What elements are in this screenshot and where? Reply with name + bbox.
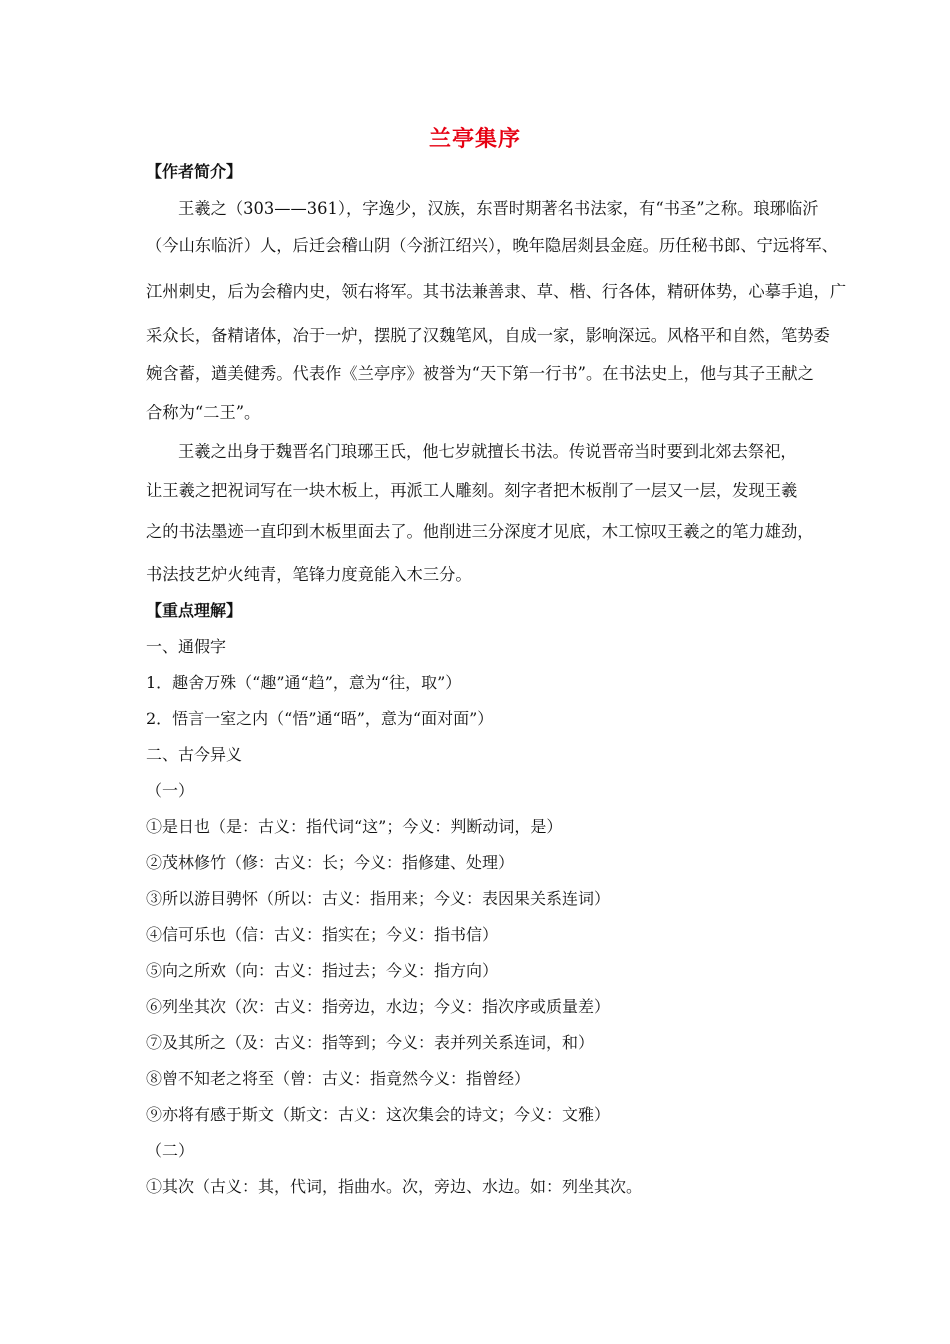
list-item: （二） [146,1141,195,1160]
list-item: ⑨亦将有感于斯文（斯文：古义：这次集会的诗文；今义：文雅） [146,1105,611,1124]
list-item: ⑤向之所欢（向：古义：指过去；今义：指方向） [146,961,499,980]
author-intro-heading: 【作者简介】 [146,162,243,181]
list-item: 1．趣舍万殊（“趣”通“趋”，意为“往，取”） [146,673,462,692]
paragraph-line: 王羲之（303——361），字逸少，汉族，东晋时期著名书法家，有“书圣”之称。琅琊临沂 [178,199,819,218]
list-item: ②茂林修竹（修：古义：长；今义：指修建、处理） [146,853,515,872]
list-item: ⑧曾不知老之将至（曾：古义：指竟然今义：指曾经） [146,1069,531,1088]
list-item: （一） [146,781,195,800]
paragraph-line: 婉含蓄，遒美健秀。代表作《兰亭序》被誉为“天下第一行书”。在书法史上，他与其子王献之 [146,364,814,383]
paragraph-line: 江州刺史，后为会稽内史，领右将军。其书法兼善隶、草、楷、行各体，精研体势，心摹手追，广 [146,282,847,301]
paragraph-line: 合称为“二王”。 [146,403,261,422]
paragraph-line: 采众长，备精诸体，冶于一炉，摆脱了汉魏笔风，自成一家，影响深远。风格平和自然，笔势委 [146,326,830,345]
list-item: 2．悟言一室之内（“悟”通“晤”，意为“面对面”） [146,709,494,728]
paragraph-line: 王羲之出身于魏晋名门琅琊王氏，他七岁就擅长书法。传说晋帝当时要到北郊去祭祀， [178,442,797,461]
paragraph-line: 让王羲之把祝词写在一块木板上，再派工人雕刻。刻字者把木板削了一层又一层，发现王羲 [146,481,798,500]
list-item: 一、通假字 [146,637,227,656]
paragraph-line: 书法技艺炉火纯青，笔锋力度竟能入木三分。 [146,565,472,584]
list-item: ⑥列坐其次（次：古义：指旁边，水边；今义：指次序或质量差） [146,997,611,1016]
paragraph-line: （今山东临沂）人，后迁会稽山阴（今浙江绍兴），晚年隐居剡县金庭。历任秘书郎、宁远将军、 [146,236,838,255]
list-item: ①是日也（是：古义：指代词“这”；今义：判断动词，是） [146,817,563,836]
list-item: ④信可乐也（信：古义：指实在；今义：指书信） [146,925,499,944]
list-item: 二、古今异义 [146,745,243,764]
list-item: ③所以游目骋怀（所以：古义：指用来；今义：表因果关系连词） [146,889,611,908]
document-title: 兰亭集序 [428,127,521,152]
list-item: ⑦及其所之（及：古义：指等到；今义：表并列关系连词，和） [146,1033,595,1052]
paragraph-line: 之的书法墨迹一直印到木板里面去了。他削进三分深度才见底，木工惊叹王羲之的笔力雄劲， [146,522,814,541]
key-points-heading: 【重点理解】 [146,601,243,620]
list-item: ①其次（古义：其，代词，指曲水。次，旁边、水边。如：列坐其次。 [146,1177,643,1196]
